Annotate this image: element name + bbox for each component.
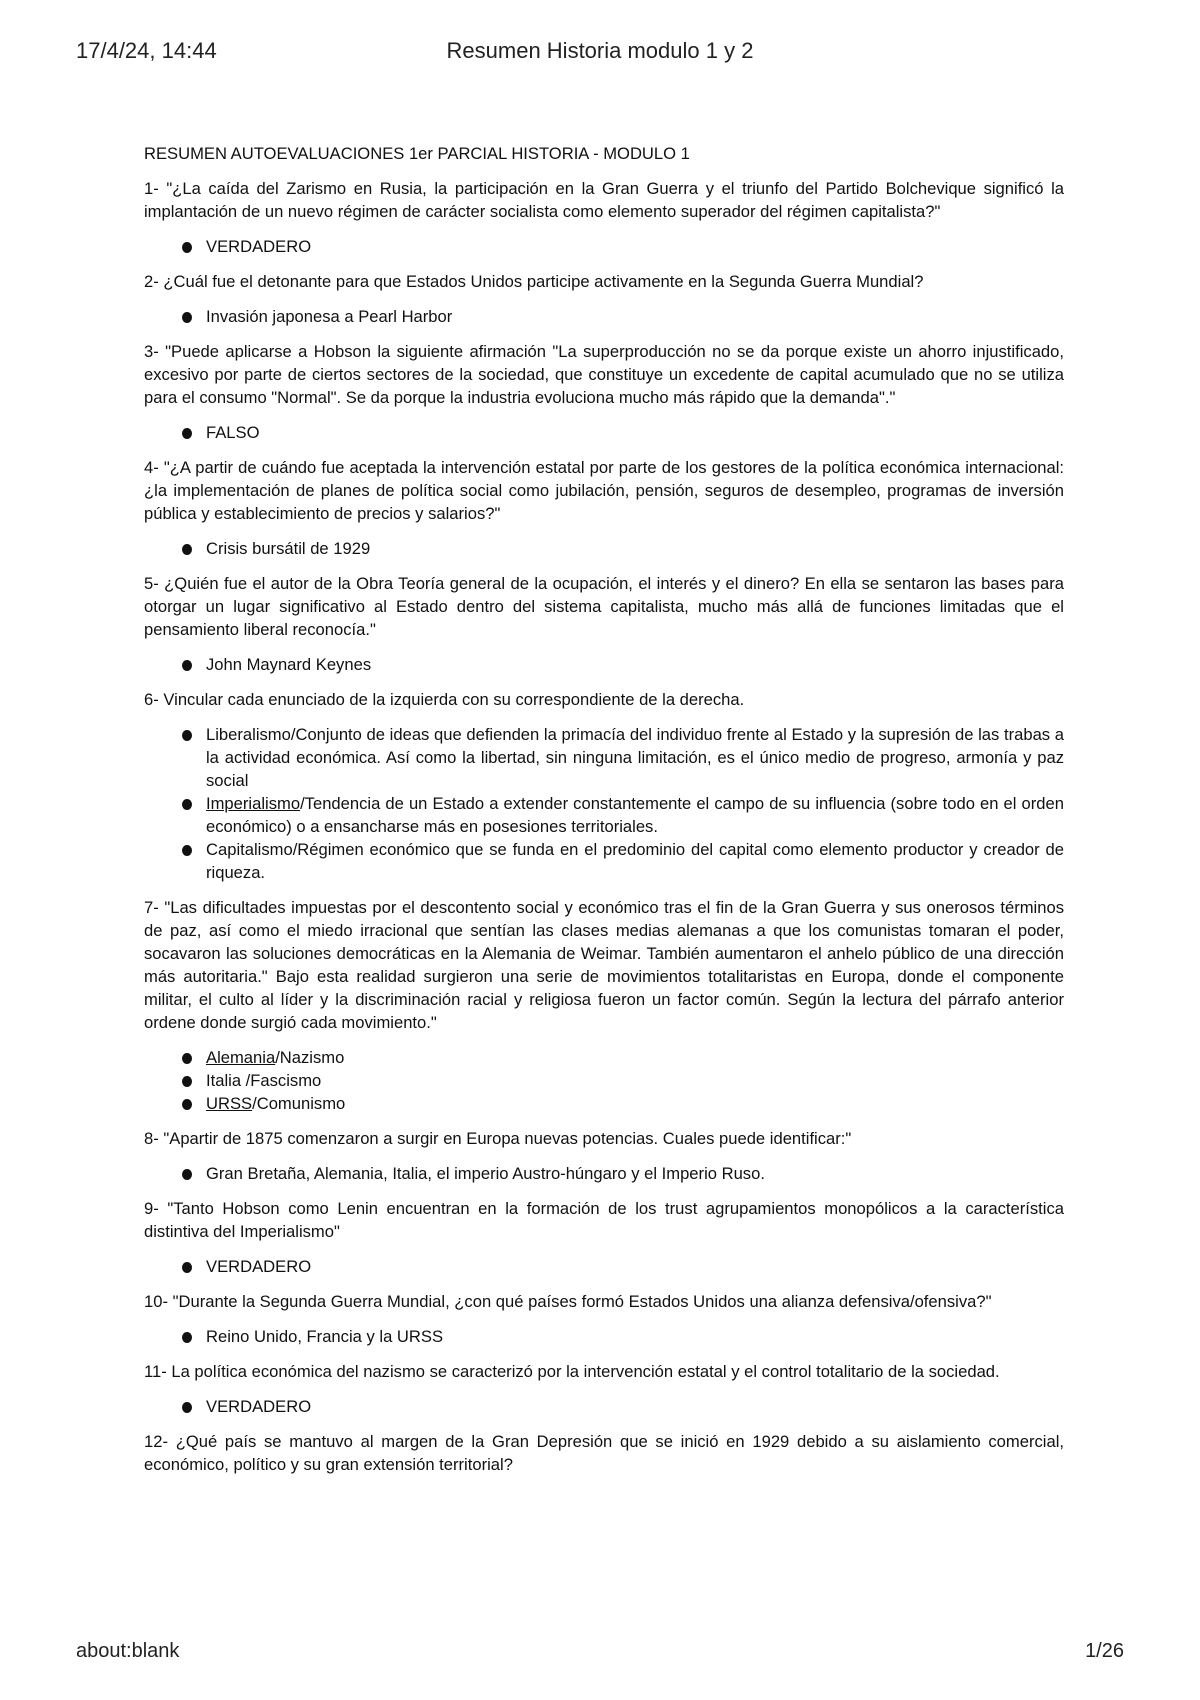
answer-item: Invasión japonesa a Pearl Harbor [206, 305, 1064, 328]
question-4: 4- "¿A partir de cuándo fue aceptada la intervención estatal por parte de los gestores de la política económica internacional: ¿la implementación de planes de política social como jubilación, pensión, seguros de desempleo, programas de inversión pública y establecimiento de precios y salarios?" [144, 458, 1064, 523]
document-title: RESUMEN AUTOEVALUACIONES 1er PARCIAL HISTORIA - MODULO 1 [144, 144, 690, 163]
answer-list-4 [144, 537, 1064, 560]
answer-key: Imperialismo [206, 794, 301, 813]
question-1: 1- "¿La caída del Zarismo en Rusia, la participación en la Gran Guerra y el triunfo del Partido Bolchevique significó la implantación de un nuevo régimen de carácter socialista como elemento superador del régimen capitalista?" [144, 179, 1064, 221]
document-body [144, 142, 1064, 1488]
page-number: 1/26 [1085, 1640, 1124, 1662]
answer-item: Gran Bretaña, Alemania, Italia, el imperio Austro-húngaro y el Imperio Ruso. [206, 1162, 1064, 1185]
answer-item: Italia /Fascismo [206, 1069, 1064, 1092]
answer-list-9 [144, 1255, 1064, 1278]
answer-text: /Tendencia de un Estado a extender constantemente el campo de su influencia (sobre todo en el orden económico) o a ensancharse más en posesiones territoriales. [206, 794, 1064, 836]
answer-list-8 [144, 1162, 1064, 1185]
answer-list-11 [144, 1395, 1064, 1418]
answer-item: VERDADERO [206, 1255, 1064, 1278]
question-5: 5- ¿Quién fue el autor de la Obra Teoría general de la ocupación, el interés y el dinero? En ella se sentaron las bases para otorgar un lugar significativo al Estado dentro del sistema capitalista, mucho más allá de funciones limitadas que el pensamiento liberal reconocía." [144, 574, 1064, 639]
answer-list-10 [144, 1325, 1064, 1348]
answer-key: Alemania [206, 1048, 276, 1067]
answer-item [206, 1092, 1064, 1115]
answer-item [206, 792, 1064, 838]
answer-text: /Comunismo [252, 1094, 346, 1113]
answer-item: VERDADERO [206, 235, 1064, 258]
answer-list-5 [144, 653, 1064, 676]
answer-item: John Maynard Keynes [206, 653, 1064, 676]
answer-item: VERDADERO [206, 1395, 1064, 1418]
question-9: 9- "Tanto Hobson como Lenin encuentran en la formación de los trust agrupamientos monopólicos a la característica distintiva del Imperialismo" [144, 1199, 1064, 1241]
print-date: 17/4/24, 14:44 [76, 38, 217, 63]
question-2: 2- ¿Cuál fue el detonante para que Estados Unidos participe activamente en la Segunda Guerra Mundial? [144, 272, 924, 291]
answer-list-6 [144, 723, 1064, 884]
answer-item: Capitalismo/Régimen económico que se funda en el predominio del capital como elemento productor y creador de riqueza. [206, 840, 1064, 882]
question-7: 7- "Las dificultades impuestas por el descontento social y económico tras el fin de la Gran Guerra y sus onerosos términos de paz, así como el miedo irracional que sentían las clases medias alemanas a que los comunistas tomaran el poder, socavaron las soluciones democráticas en la Alemania de Weimar. También aumentaron el anhelo público de una dirección más autoritaria." Bajo esta realidad surgieron una serie de movimientos totalitaristas en Europa, donde el componente militar, el culto al líder y la discriminación racial y religiosa fueron un factor común. Según la lectura del párrafo anterior ordene donde surgió cada movimiento." [144, 898, 1064, 1032]
question-12: 12- ¿Qué país se mantuvo al margen de la Gran Depresión que se inició en 1929 debido a su aislamiento comercial, económico, político y su gran extensión territorial? [144, 1432, 1064, 1474]
answer-key: URSS [206, 1094, 253, 1113]
answer-list-2 [144, 305, 1064, 328]
question-3: 3- "Puede aplicarse a Hobson la siguiente afirmación "La superproducción no se da porque existe un ahorro injustificado, excesivo por parte de ciertos sectores de la sociedad, que constituye un excedente de capital acumulado que no se utiliza para el consumo "Normal". Se da porque la industria evoluciona mucho más rápido que la demanda"." [144, 342, 1064, 407]
answer-item [206, 1046, 1064, 1069]
answer-text: /Nazismo [275, 1048, 345, 1067]
question-11: 11- La política económica del nazismo se caracterizó por la intervención estatal y el control totalitario de la sociedad. [144, 1362, 1000, 1381]
page-title: Resumen Historia modulo 1 y 2 [446, 38, 754, 63]
answer-item: Crisis bursátil de 1929 [206, 537, 1064, 560]
answer-list-7 [144, 1046, 1064, 1115]
answer-item: FALSO [206, 421, 1064, 444]
question-6: 6- Vincular cada enunciado de la izquierda con su correspondiente de la derecha. [144, 690, 745, 709]
question-8: 8- "Apartir de 1875 comenzaron a surgir en Europa nuevas potencias. Cuales puede identificar:" [144, 1129, 852, 1148]
answer-item: Reino Unido, Francia y la URSS [206, 1325, 1064, 1348]
question-10: 10- "Durante la Segunda Guerra Mundial, ¿con qué países formó Estados Unidos una alianza defensiva/ofensiva?" [144, 1292, 992, 1311]
answer-item: Liberalismo/Conjunto de ideas que defienden la primacía del individuo frente al Estado y la supresión de las trabas a la actividad económica. Así como la libertad, sin ninguna limitación, es el único medio de progreso, armonía y paz social [206, 725, 1064, 790]
answer-list-3 [144, 421, 1064, 444]
page-url: about:blank [76, 1640, 180, 1662]
answer-list-1 [144, 235, 1064, 258]
